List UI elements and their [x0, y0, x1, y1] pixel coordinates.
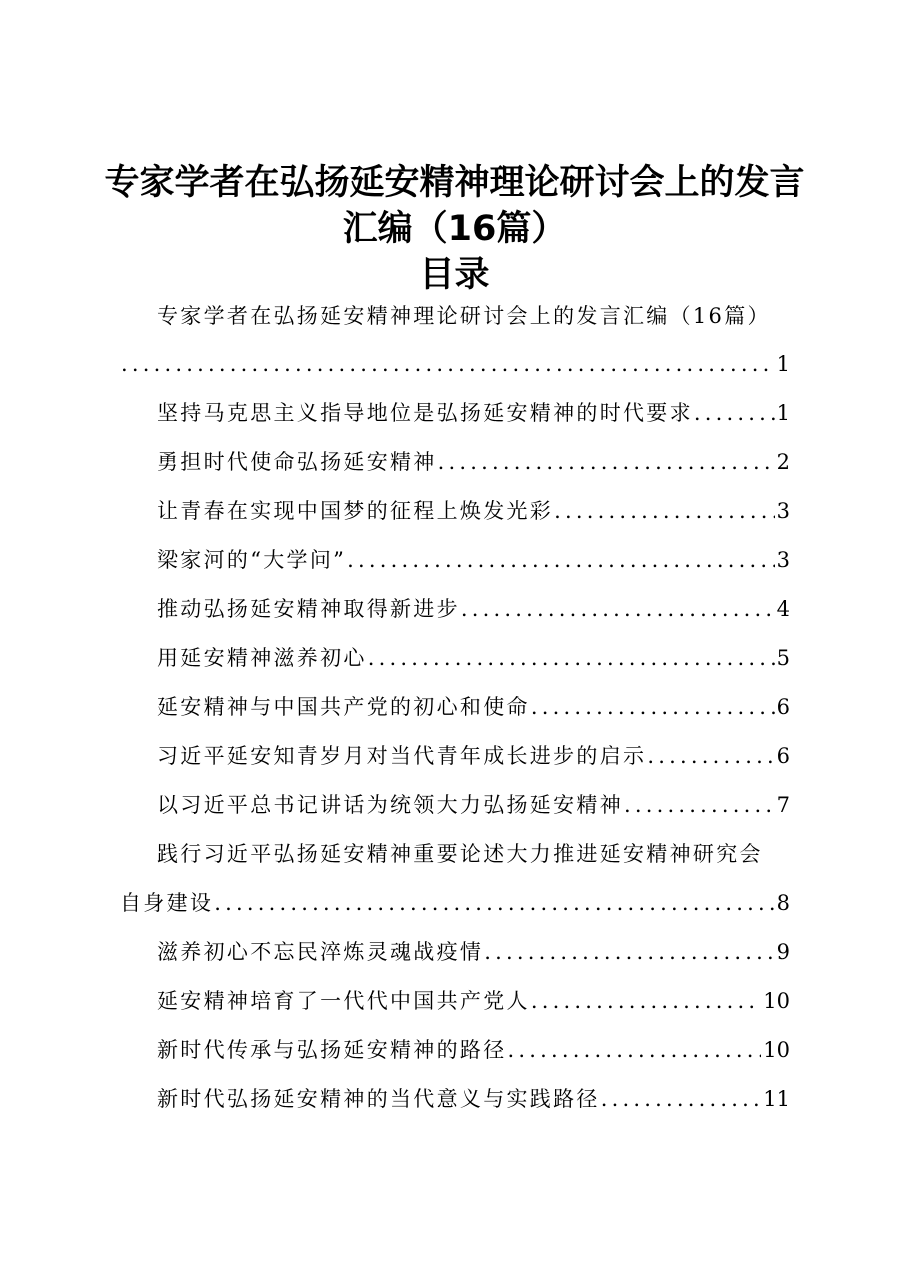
page-number: 8: [776, 891, 790, 915]
dot-leader: [347, 540, 774, 580]
toc-entry-title: 新时代弘扬延安精神的当代意义与实践路径: [157, 1087, 600, 1111]
toc-entry-1[interactable]: [120, 344, 790, 384]
page-number: 1: [776, 352, 790, 376]
toc-entry-12[interactable]: [157, 932, 790, 972]
page-number: 11: [763, 1087, 790, 1111]
toc-entry-title: 让青春在实现中国梦的征程上焕发光彩: [157, 499, 554, 523]
page-number: 9: [776, 940, 790, 964]
dot-leader: [461, 589, 775, 629]
dot-leader: [624, 785, 775, 825]
page-number: 10: [763, 1038, 790, 1062]
dot-leader: [647, 736, 774, 776]
dot-leader: [601, 1079, 762, 1119]
page-number: 4: [776, 597, 790, 621]
toc-entry-5[interactable]: [157, 540, 790, 580]
page-number: 3: [776, 548, 790, 572]
dot-leader: [508, 1030, 762, 1070]
toc-entry-title: 以习近平总书记讲话为统领大力弘扬延安精神: [157, 793, 623, 817]
page-number: 7: [776, 793, 790, 817]
toc-entry-3[interactable]: [157, 442, 790, 482]
toc-entry-15[interactable]: [157, 1079, 790, 1119]
toc-entry-title: 用延安精神滋养初心: [157, 646, 367, 670]
toc-entry-title: 习近平延安知青岁月对当代青年成长进步的启示: [157, 744, 647, 768]
toc-entry-title: 梁家河的“大学问”: [157, 548, 347, 572]
dot-leader: [121, 344, 775, 384]
toc-entry-13[interactable]: [157, 981, 790, 1021]
page-number: 5: [776, 646, 790, 670]
dot-leader: [531, 981, 761, 1021]
dot-leader: [554, 491, 775, 531]
toc-heading: 目录: [419, 255, 490, 295]
toc-entry-title: 延安精神与中国共产党的初心和使命: [157, 695, 530, 719]
toc-entry-11-title-line1[interactable]: 践行习近平弘扬延安精神重要论述大力推进延安精神研究会: [157, 842, 763, 866]
toc-entry-1-title-line1[interactable]: 专家学者在弘扬延安精神理论研讨会上的发言汇编（16篇）: [157, 304, 771, 328]
toc-entry-title: 延安精神培育了一代代中国共产党人: [157, 989, 530, 1013]
toc-entry-2[interactable]: [157, 393, 790, 433]
document-title-line1: 专家学者在弘扬延安精神理论研讨会上的发言: [104, 163, 805, 203]
dot-leader: [368, 638, 775, 678]
toc-entry-14[interactable]: [157, 1030, 790, 1070]
page-number: 1: [776, 401, 790, 425]
toc-entry-title: 勇担时代使命弘扬延安精神: [157, 450, 437, 474]
toc-entry-title: 推动弘扬延安精神取得新进步: [157, 597, 460, 621]
toc-entry-10[interactable]: [157, 785, 790, 825]
toc-entry-7[interactable]: [157, 638, 790, 678]
page-number: 3: [776, 499, 790, 523]
dot-leader: [438, 442, 775, 482]
page-number: 10: [763, 989, 790, 1013]
page-number: 2: [776, 450, 790, 474]
dot-leader: [694, 393, 775, 433]
toc-entry-title: 新时代传承与弘扬延安精神的路径: [157, 1038, 507, 1062]
toc-entry-title: 滋养初心不忘民淬炼灵魂战疫情: [157, 940, 484, 964]
dot-leader: [484, 932, 774, 972]
toc-entry-title: 坚持马克思主义指导地位是弘扬延安精神的时代要求: [157, 401, 693, 425]
toc-entry-8[interactable]: [157, 687, 790, 727]
toc-entry-4[interactable]: [157, 491, 790, 531]
document-title-line2: 汇编（16篇）: [342, 209, 567, 249]
toc-entry-9[interactable]: [157, 736, 790, 776]
toc-entry-6[interactable]: [157, 589, 790, 629]
toc-entry-11[interactable]: [120, 883, 790, 923]
page-number: 6: [776, 744, 790, 768]
dot-leader: [214, 883, 774, 923]
dot-leader: [531, 687, 775, 727]
toc-entry-11-title-line2: 自身建设: [120, 891, 214, 915]
page-number: 6: [776, 695, 790, 719]
